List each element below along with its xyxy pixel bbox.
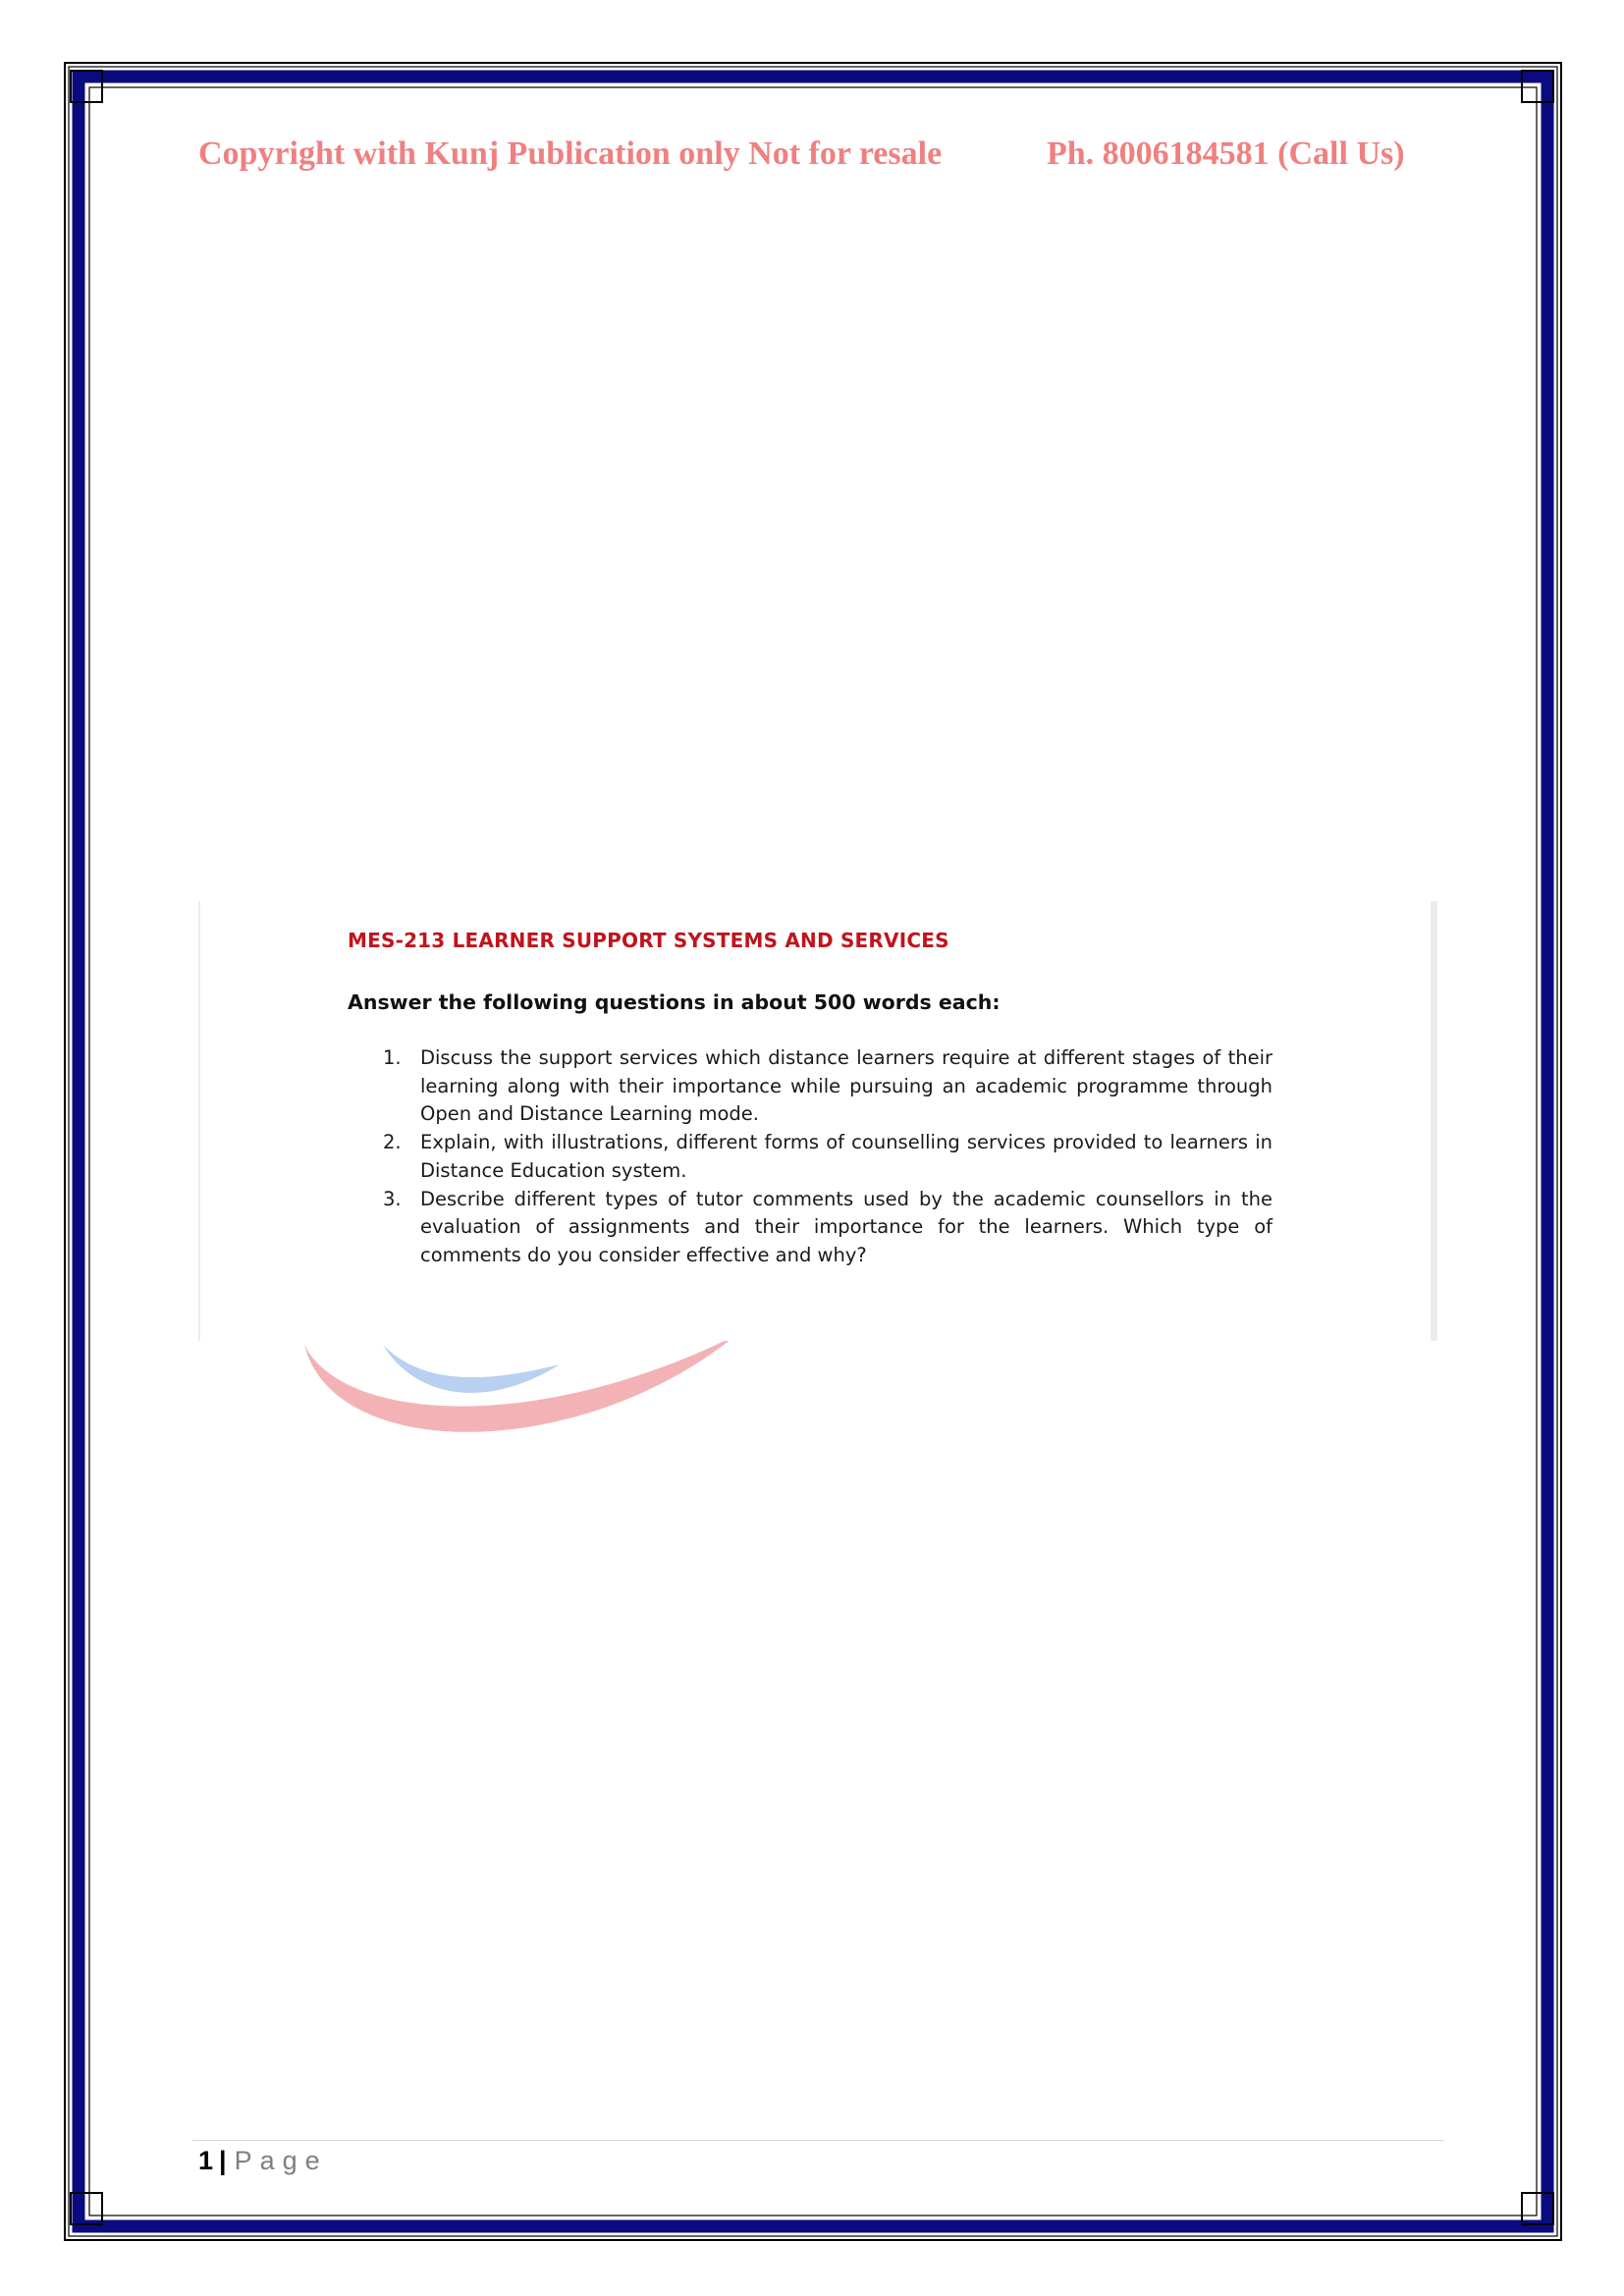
question-item [383, 1186, 1272, 1270]
question-list [383, 1044, 1272, 1270]
page-label: Page [234, 2146, 328, 2175]
question-text: Explain, with illustrations, different forms of counselling services provided to learners in Distance Education system. [420, 1131, 1272, 1182]
copyright-notice: Copyright with Kunj Publication only Not for resale [198, 135, 943, 172]
question-text: Describe different types of tutor comments used by the academic counsellors in the evaluation of assignments and their importance for the learners. Which type of comments do you consider effective and why? [420, 1187, 1272, 1266]
footer-divider [192, 2140, 1443, 2141]
page-number: 1 [198, 2146, 214, 2175]
question-item [383, 1129, 1272, 1185]
course-title: MES-213 LEARNER SUPPORT SYSTEMS AND SERVICES [348, 929, 949, 952]
question-text: Discuss the support services which distance learners require at different stages of their learning along with their importance while pursuing an academic programme through Open and Distance Learning mode. [420, 1046, 1272, 1126]
page-header [198, 135, 1435, 185]
questions-block [198, 901, 1437, 1341]
page-footer [198, 2146, 328, 2176]
question-item [383, 1044, 1272, 1129]
question-number: 2. [383, 1131, 402, 1154]
question-number: 1. [383, 1046, 402, 1069]
contact-phone: Ph. 8006184581 (Call Us) [1047, 135, 1405, 172]
instruction-heading: Answer the following questions in about 500 words each: [348, 990, 1001, 1014]
question-number: 3. [383, 1187, 402, 1210]
footer-separator: | [219, 2146, 227, 2175]
